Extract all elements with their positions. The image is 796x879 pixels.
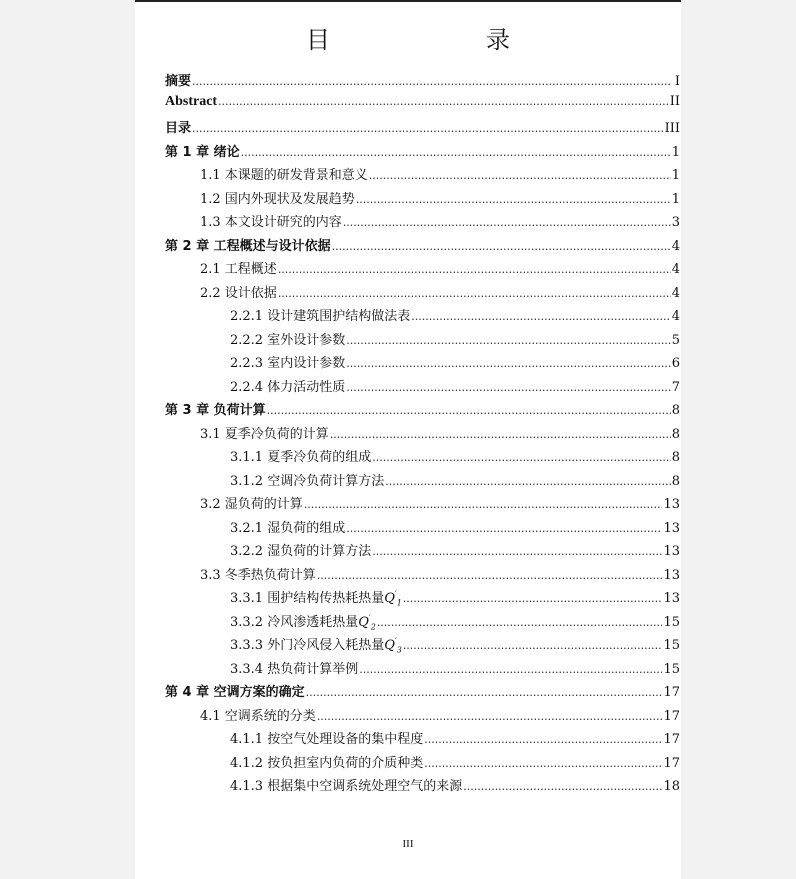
toc-entry-title	[200, 423, 329, 442]
toc-entry[interactable]	[165, 399, 680, 423]
math-symbol: $Q'_2$	[358, 613, 376, 632]
toc-page-number: 17	[663, 732, 680, 747]
toc-entry-title	[230, 517, 345, 536]
toc-entry[interactable]	[165, 705, 680, 729]
toc-page-number: 6	[671, 356, 680, 371]
dot-leader	[403, 639, 663, 652]
toc-entry-text: 2.2.3 室内设计参数	[230, 356, 346, 371]
toc-entry[interactable]	[165, 517, 680, 541]
dot-leader	[192, 75, 671, 88]
dot-leader	[424, 733, 662, 746]
toc-entry[interactable]	[165, 587, 680, 611]
math-symbol: $Q'_1$	[384, 589, 402, 608]
toc-entry[interactable]	[165, 540, 680, 564]
toc-entry-text: 4.1.1 按空气处理设备的集中程度	[230, 732, 424, 747]
toc-entry-title	[230, 587, 402, 608]
toc-page-number: 17	[663, 685, 680, 700]
toc-entry-title	[230, 470, 384, 489]
dot-leader	[346, 334, 671, 347]
toc-page-number: 17	[663, 755, 680, 771]
toc-page-number: 1	[671, 144, 680, 160]
toc-entry[interactable]	[165, 141, 680, 165]
dot-leader	[278, 287, 671, 300]
toc-entry[interactable]	[165, 564, 680, 588]
toc-entry-text: 1.3 本文设计研究的内容	[200, 215, 342, 230]
toc-page-number: 3	[671, 215, 680, 230]
toc-page-number: 8	[671, 450, 680, 465]
dot-leader	[369, 169, 671, 182]
toc-entry-text: 第 3 章 负荷计算	[165, 403, 266, 418]
toc-entry[interactable]	[165, 775, 680, 799]
toc-page-number: II	[669, 93, 680, 109]
table-of-contents	[165, 70, 680, 799]
toc-page-number: 4	[671, 285, 680, 301]
dot-leader	[411, 310, 671, 323]
toc-entry[interactable]	[165, 258, 680, 282]
toc-entry-title	[230, 611, 376, 632]
toc-entry-text: 第 4 章 空调方案的确定	[165, 685, 305, 700]
toc-entry[interactable]	[165, 282, 680, 306]
toc-entry[interactable]	[165, 117, 680, 141]
page-number: III	[402, 838, 414, 850]
toc-entry[interactable]	[165, 376, 680, 400]
toc-entry-title	[230, 752, 423, 771]
toc-entry-title	[165, 141, 240, 160]
toc-entry[interactable]	[165, 70, 680, 94]
dot-leader	[278, 263, 671, 276]
toc-entry-text: 3.2.1 湿负荷的组成	[230, 520, 346, 536]
toc-entry-text: 目录	[165, 121, 192, 136]
toc-entry[interactable]	[165, 658, 680, 682]
toc-entry[interactable]	[165, 611, 680, 635]
toc-entry[interactable]	[165, 235, 680, 259]
dot-leader	[356, 193, 671, 206]
toc-entry-title	[230, 658, 358, 677]
toc-page-number: I	[674, 74, 680, 89]
dot-leader	[346, 357, 671, 370]
toc-entry-text: 摘要	[165, 74, 192, 89]
toc-entry-title	[165, 235, 331, 254]
toc-page-number: 13	[663, 567, 680, 583]
toc-entry-title	[230, 352, 345, 371]
toc-entry-title	[165, 70, 191, 89]
toc-page-number: 4	[671, 262, 680, 277]
toc-entry-title	[165, 399, 266, 418]
dot-leader	[377, 616, 663, 629]
toc-entry-text: 1.1 本课题的研发背景和意义	[200, 168, 368, 183]
toc-page-number: 1	[671, 191, 680, 207]
toc-page-number: 15	[663, 661, 680, 677]
dot-leader	[343, 216, 671, 229]
dot-leader	[306, 686, 663, 699]
toc-entry[interactable]	[165, 329, 680, 353]
toc-page-number: 18	[663, 779, 680, 794]
toc-page-number: 4	[671, 238, 680, 254]
toc-entry-title	[165, 681, 305, 700]
toc-entry-text: 2.1 工程概述	[200, 262, 277, 277]
toc-entry-title	[165, 117, 191, 136]
toc-page-number: 1	[671, 168, 680, 183]
dot-leader	[317, 710, 663, 723]
toc-entry-title	[200, 188, 355, 207]
dot-leader	[463, 780, 662, 793]
toc-entry[interactable]	[165, 752, 680, 776]
toc-entry[interactable]	[165, 634, 680, 658]
dot-leader	[332, 240, 671, 253]
toc-entry-title	[230, 305, 410, 324]
dot-leader	[218, 95, 669, 108]
toc-page-number: 7	[671, 379, 680, 395]
toc-entry-text: 3.3.2 冷风渗透耗热量	[230, 614, 359, 630]
toc-page-number: 13	[663, 591, 680, 606]
toc-page-number: 15	[663, 614, 680, 630]
page-title: 目 录	[306, 26, 546, 54]
toc-entry-text: 3.3.4 热负荷计算举例	[230, 661, 359, 677]
toc-page-number: 5	[671, 332, 680, 348]
toc-entry-title	[230, 376, 345, 395]
dot-leader	[304, 498, 663, 511]
dot-leader	[330, 428, 671, 441]
toc-entry[interactable]	[165, 94, 680, 118]
toc-entry-text: 4.1 空调系统的分类	[200, 708, 316, 724]
toc-entry-text: 3.1.1 夏季冷负荷的组成	[230, 450, 372, 465]
toc-entry[interactable]	[165, 470, 680, 494]
toc-entry-text: 2.2.1 设计建筑围护结构做法表	[230, 309, 411, 324]
toc-entry-title	[200, 493, 303, 512]
toc-entry-text: 1.2 国内外现状及发展趋势	[200, 191, 355, 207]
dot-leader	[372, 451, 671, 464]
toc-entry-title	[230, 329, 345, 348]
toc-entry-text: 3.3 冬季热负荷计算	[200, 567, 316, 583]
toc-entry[interactable]	[165, 164, 680, 188]
toc-entry-text: 3.3.1 围护结构传热耗热量	[230, 591, 385, 606]
toc-entry-title	[200, 258, 277, 277]
toc-entry[interactable]	[165, 493, 680, 517]
toc-page-number: 13	[663, 520, 680, 536]
toc-entry-text: 2.2.4 体力活动性质	[230, 379, 346, 395]
toc-entry-text: 2.2.2 室外设计参数	[230, 332, 346, 348]
dot-leader	[424, 757, 662, 770]
toc-entry[interactable]	[165, 188, 680, 212]
dot-leader	[359, 663, 662, 676]
toc-entry[interactable]	[165, 681, 680, 705]
toc-entry[interactable]	[165, 728, 680, 752]
dot-leader	[372, 545, 662, 558]
toc-entry-title	[200, 564, 316, 583]
toc-entry-text: 第 1 章 绪论	[165, 144, 240, 160]
toc-entry-text: 3.2.2 湿负荷的计算方法	[230, 544, 372, 559]
toc-page-number: III	[664, 121, 680, 136]
toc-entry[interactable]	[165, 423, 680, 447]
dot-leader	[346, 381, 671, 394]
math-symbol: $Q'_3$	[384, 636, 402, 655]
toc-entry-text: Abstract	[165, 93, 218, 109]
toc-entry-title	[230, 634, 402, 655]
document-page	[135, 0, 681, 879]
toc-page-number: 13	[663, 497, 680, 512]
toc-page-number: 15	[663, 638, 680, 653]
toc-entry-title	[230, 540, 371, 559]
dot-leader	[241, 146, 671, 159]
dot-leader	[385, 475, 671, 488]
toc-entry-title	[200, 282, 277, 301]
toc-entry-text: 3.1.2 空调冷负荷计算方法	[230, 473, 385, 489]
toc-entry-text: 4.1.3 根据集中空调系统处理空气的来源	[230, 779, 463, 794]
toc-entry-text: 2.2 设计依据	[200, 285, 277, 301]
toc-entry[interactable]	[165, 305, 680, 329]
toc-entry[interactable]	[165, 446, 680, 470]
toc-page-number: 8	[671, 473, 680, 489]
toc-entry-title	[230, 446, 371, 465]
toc-entry-title	[200, 164, 368, 183]
dot-leader	[192, 122, 664, 135]
toc-entry-text: 3.1 夏季冷负荷的计算	[200, 426, 329, 442]
toc-page-number: 4	[671, 309, 680, 324]
toc-entry-title	[165, 94, 217, 110]
toc-entry[interactable]	[165, 211, 680, 235]
toc-entry-title	[230, 775, 462, 794]
toc-page-number: 8	[671, 403, 680, 418]
toc-entry-text: 4.1.2 按负担室内负荷的介质种类	[230, 755, 424, 771]
dot-leader	[403, 592, 663, 605]
toc-page-number: 17	[663, 708, 680, 724]
dot-leader	[317, 569, 663, 582]
toc-page-number: 8	[671, 426, 680, 442]
toc-entry-text: 3.3.3 外门冷风侵入耗热量	[230, 638, 385, 653]
toc-entry-title	[230, 728, 423, 747]
toc-entry-title	[200, 211, 342, 230]
toc-entry-text: 第 2 章 工程概述与设计依据	[165, 238, 331, 254]
toc-page-number: 13	[663, 544, 680, 559]
toc-entry[interactable]	[165, 352, 680, 376]
toc-entry-title	[200, 705, 316, 724]
toc-entry-text: 3.2 湿负荷的计算	[200, 497, 303, 512]
dot-leader	[267, 404, 671, 417]
dot-leader	[346, 522, 662, 535]
